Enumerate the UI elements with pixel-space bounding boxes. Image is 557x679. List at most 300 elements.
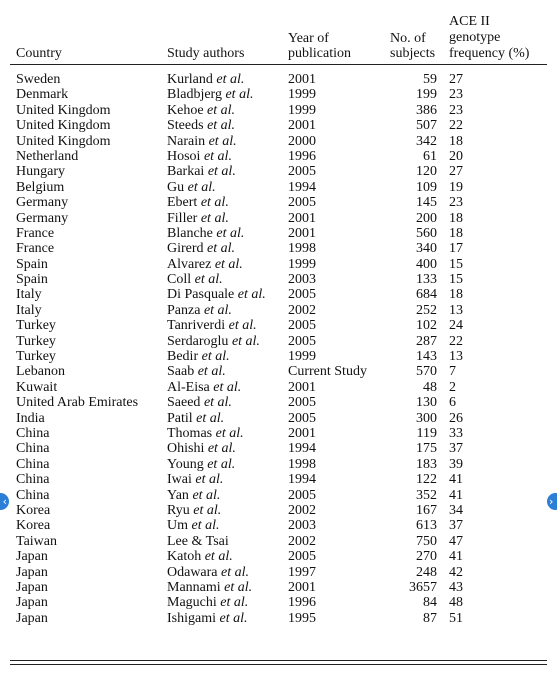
table-row <box>0 272 557 287</box>
author-name: Coll <box>167 272 192 288</box>
cell-subjects: 560 <box>416 225 437 241</box>
cell-year: 2003 <box>288 272 316 288</box>
cell-subjects: 84 <box>423 595 437 611</box>
cell-country: Netherland <box>16 148 79 164</box>
cell-subjects: 61 <box>423 148 437 164</box>
cell-subjects: 507 <box>416 118 437 134</box>
cell-study-authors <box>167 134 237 149</box>
cell-ace-frequency: 42 <box>449 564 463 580</box>
cell-ace-frequency: 39 <box>449 456 463 472</box>
cell-study-authors <box>167 87 253 102</box>
cell-subjects: 102 <box>416 318 437 334</box>
et-al: et al. <box>192 410 225 426</box>
cell-year: 2005 <box>288 549 316 565</box>
cell-study-authors <box>167 195 229 210</box>
et-al: et al. <box>212 225 245 241</box>
table-row <box>0 241 557 256</box>
table-row <box>0 364 557 379</box>
cell-country: Turkey <box>16 349 56 365</box>
author-name: Blanche <box>167 225 213 241</box>
cell-ace-frequency: 48 <box>449 595 463 611</box>
et-al: et al. <box>200 395 232 411</box>
author-name: Ryu <box>167 502 190 518</box>
author-name: Girerd <box>167 241 204 257</box>
cell-study-authors <box>167 441 236 456</box>
author-name: Katoh <box>167 549 202 565</box>
cell-subjects: 340 <box>416 241 437 257</box>
et-al: et al. <box>188 487 221 503</box>
cell-year: 1999 <box>288 349 316 365</box>
cell-ace-frequency: 27 <box>449 72 463 87</box>
table-row <box>0 318 557 333</box>
cell-country: United Kingdom <box>16 118 111 134</box>
et-al: et al. <box>200 302 232 318</box>
et-al: et al. <box>184 179 216 195</box>
cell-ace-frequency: 47 <box>449 533 463 549</box>
cell-ace-frequency: 18 <box>449 133 463 149</box>
table-row <box>0 164 557 179</box>
cell-ace-frequency: 23 <box>449 195 463 211</box>
cell-study-authors <box>167 364 226 379</box>
et-al: et al. <box>216 595 249 611</box>
cell-country: Korea <box>16 518 51 534</box>
author-name: Kurland <box>167 72 213 87</box>
cell-study-authors <box>167 164 236 179</box>
cell-country: China <box>16 456 50 472</box>
author-name: Ishigami <box>167 610 216 626</box>
et-al: et al. <box>198 349 230 365</box>
cell-country: Sweden <box>16 72 61 87</box>
cell-study-authors <box>167 303 232 318</box>
table-row <box>0 87 557 102</box>
cell-country: Denmark <box>16 87 69 103</box>
table-row <box>0 118 557 133</box>
cell-study-authors <box>167 411 224 426</box>
author-name: Odawara <box>167 564 218 580</box>
cell-country: Kuwait <box>16 379 58 395</box>
cell-ace-frequency: 18 <box>449 210 463 226</box>
table-row <box>0 488 557 503</box>
table-row <box>0 180 557 195</box>
et-al: et al. <box>225 318 257 334</box>
table-row <box>0 149 557 164</box>
et-al: et al. <box>216 610 248 626</box>
table-row <box>0 334 557 349</box>
previous-page-button[interactable]: ‹ <box>0 493 9 510</box>
cell-ace-frequency: 51 <box>449 610 463 626</box>
cell-ace-frequency: 19 <box>449 179 463 195</box>
cell-subjects: 750 <box>416 533 437 549</box>
cell-country: Japan <box>16 549 48 565</box>
cell-ace-frequency: 23 <box>449 87 463 103</box>
table-row <box>0 441 557 456</box>
cell-study-authors <box>167 426 244 441</box>
cell-year: 2002 <box>288 302 316 318</box>
author-name: Lee & Tsai <box>167 533 229 549</box>
cell-ace-frequency: 37 <box>449 441 463 457</box>
cell-study-authors <box>167 395 232 410</box>
cell-subjects: 300 <box>416 410 437 426</box>
cell-country: France <box>16 241 55 257</box>
cell-subjects: 119 <box>416 425 437 441</box>
table-row <box>0 549 557 564</box>
author-name: Alvarez <box>167 256 212 272</box>
cell-year: 2005 <box>288 287 316 303</box>
table-row <box>0 195 557 210</box>
author-name: Di Pasquale <box>167 287 235 303</box>
cell-country: Lebanon <box>16 364 65 380</box>
cell-country: France <box>16 225 55 241</box>
author-name: Panza <box>167 302 201 318</box>
header-rule <box>10 64 547 65</box>
cell-subjects: 270 <box>416 549 437 565</box>
cell-subjects: 109 <box>416 179 437 195</box>
header-year-line1: Year of <box>288 31 329 46</box>
author-name: Saeed <box>167 395 201 411</box>
cell-subjects: 252 <box>416 302 437 318</box>
cell-study-authors <box>167 595 248 610</box>
header-subjects-line2: subjects <box>390 46 436 61</box>
author-name: Maguchi <box>167 595 217 611</box>
table-row <box>0 426 557 441</box>
author-name: Narain <box>167 133 206 149</box>
et-al: et al. <box>220 579 253 595</box>
cell-subjects: 684 <box>416 287 437 303</box>
cell-subjects: 3657 <box>409 579 437 595</box>
table-bottom-rule-double <box>10 664 547 665</box>
cell-year: 2005 <box>288 395 316 411</box>
cell-subjects: 175 <box>416 441 437 457</box>
cell-ace-frequency: 18 <box>449 287 463 303</box>
cell-ace-frequency: 18 <box>449 225 463 241</box>
cell-country: United Kingdom <box>16 102 111 118</box>
cell-subjects: 145 <box>416 195 437 211</box>
cell-ace-frequency: 13 <box>449 302 463 318</box>
et-al: et al. <box>200 148 232 164</box>
cell-subjects: 143 <box>416 349 437 365</box>
cell-ace-frequency: 15 <box>449 256 463 272</box>
cell-subjects: 120 <box>416 164 437 180</box>
cell-country: Hungary <box>16 164 65 180</box>
cell-ace-frequency: 33 <box>449 425 463 441</box>
table-row <box>0 395 557 410</box>
cell-ace-frequency: 2 <box>449 379 456 395</box>
cell-ace-frequency: 37 <box>449 518 463 534</box>
cell-study-authors <box>167 488 220 503</box>
cell-subjects: 613 <box>416 518 437 534</box>
table-row <box>0 518 557 533</box>
cell-year: 1994 <box>288 179 316 195</box>
cell-country: Turkey <box>16 318 56 334</box>
cell-country: Japan <box>16 564 48 580</box>
cell-study-authors <box>167 503 221 518</box>
author-name: Mannami <box>167 579 221 595</box>
cell-ace-frequency: 22 <box>449 118 463 134</box>
cell-study-authors <box>167 334 260 349</box>
table-row <box>0 303 557 318</box>
table-row <box>0 103 557 118</box>
cell-country: Japan <box>16 579 48 595</box>
et-al: et al. <box>204 441 236 457</box>
cell-country: United Kingdom <box>16 133 111 149</box>
cell-study-authors <box>167 580 252 595</box>
et-al: et al. <box>209 379 242 395</box>
cell-ace-frequency: 20 <box>449 148 463 164</box>
cell-subjects: 133 <box>416 272 437 288</box>
cell-study-authors <box>167 349 230 364</box>
cell-year: 2005 <box>288 318 316 334</box>
cell-year: 2002 <box>288 533 316 549</box>
cell-year: 2001 <box>288 225 316 241</box>
et-al: et al. <box>194 364 226 380</box>
table-row <box>0 503 557 518</box>
cell-study-authors <box>167 318 257 333</box>
cell-study-authors <box>167 257 243 272</box>
cell-year: 1999 <box>288 102 316 118</box>
cell-ace-frequency: 6 <box>449 395 456 411</box>
cell-year: 2001 <box>288 210 316 226</box>
header-study-authors: Study authors <box>167 46 245 61</box>
author-name: Saab <box>167 364 195 380</box>
cell-country: Germany <box>16 195 69 211</box>
cell-year: 1998 <box>288 456 316 472</box>
cell-ace-frequency: 27 <box>449 164 463 180</box>
et-al: et al. <box>197 210 229 226</box>
author-name: Young <box>167 456 204 472</box>
cell-study-authors <box>167 380 241 395</box>
cell-study-authors <box>167 518 220 533</box>
cell-year: 2005 <box>288 410 316 426</box>
table-row <box>0 72 557 87</box>
table-bottom-rule <box>10 660 547 661</box>
cell-ace-frequency: 41 <box>449 549 463 565</box>
cell-year: 1994 <box>288 472 316 488</box>
cell-year: 1997 <box>288 564 316 580</box>
header-country: Country <box>16 46 62 61</box>
table-row <box>0 287 557 302</box>
cell-ace-frequency: 13 <box>449 349 463 365</box>
cell-country: United Arab Emirates <box>16 395 139 411</box>
cell-year: 2001 <box>288 118 316 134</box>
author-name: Um <box>167 518 188 534</box>
cell-subjects: 248 <box>416 564 437 580</box>
cell-country: Spain <box>16 256 48 272</box>
table-row <box>0 134 557 149</box>
cell-study-authors <box>167 226 244 241</box>
author-name: Filler <box>167 210 198 226</box>
cell-study-authors <box>167 149 232 164</box>
cell-year: 2005 <box>288 487 316 503</box>
cell-ace-frequency: 24 <box>449 318 463 334</box>
cell-subjects: 122 <box>416 472 437 488</box>
cell-subjects: 352 <box>416 487 437 503</box>
cell-year: 1999 <box>288 87 316 103</box>
table-row <box>0 411 557 426</box>
cell-country: Korea <box>16 502 51 518</box>
header-ace-line2: genotype <box>449 30 501 45</box>
table-row <box>0 580 557 595</box>
author-name: Gu <box>167 179 185 195</box>
cell-ace-frequency: 15 <box>449 272 463 288</box>
et-al: et al. <box>204 164 236 180</box>
et-al: et al. <box>234 287 266 303</box>
cell-year: 2001 <box>288 579 316 595</box>
cell-study-authors <box>167 211 229 226</box>
author-name: Barkai <box>167 164 205 180</box>
author-name: Kehoe <box>167 102 204 118</box>
cell-ace-frequency: 22 <box>449 333 463 349</box>
cell-subjects: 386 <box>416 102 437 118</box>
cell-subjects: 400 <box>416 256 437 272</box>
cell-subjects: 570 <box>416 364 437 380</box>
cell-country: Turkey <box>16 333 56 349</box>
header-year-line2: publication <box>288 46 351 61</box>
cell-country: Italy <box>16 287 42 303</box>
author-name: Tanriverdi <box>167 318 226 334</box>
table-row <box>0 611 557 626</box>
et-al: et al. <box>189 502 222 518</box>
cell-year: 1994 <box>288 441 316 457</box>
cell-year: 2005 <box>288 195 316 211</box>
header-subjects-line1: No. of <box>390 31 426 46</box>
cell-ace-frequency: 34 <box>449 502 463 518</box>
cell-study-authors <box>167 565 249 580</box>
header-ace-line1: ACE II <box>449 14 490 29</box>
table-row <box>0 565 557 580</box>
cell-country: Taiwan <box>16 533 58 549</box>
author-name: Bladbjerg <box>167 87 222 103</box>
cell-year: 1996 <box>288 148 316 164</box>
cell-study-authors <box>167 611 248 626</box>
table-row <box>0 457 557 472</box>
et-al: et al. <box>197 195 229 211</box>
cell-ace-frequency: 43 <box>449 579 463 595</box>
author-name: Thomas <box>167 425 213 441</box>
cell-study-authors <box>167 472 223 487</box>
table-row <box>0 472 557 487</box>
cell-year: 1999 <box>288 256 316 272</box>
cell-country: Japan <box>16 610 48 626</box>
cell-country: Spain <box>16 272 48 288</box>
et-al: et al. <box>221 87 254 103</box>
cell-study-authors <box>167 457 235 472</box>
et-al: et al. <box>205 133 237 149</box>
et-al: et al. <box>211 256 243 272</box>
cell-study-authors <box>167 241 235 256</box>
et-al: et al. <box>212 425 244 441</box>
et-al: et al. <box>201 549 233 565</box>
header-ace-line3: frequency (%) <box>449 46 530 61</box>
cell-study-authors <box>167 72 244 87</box>
author-name: Ohishi <box>167 441 205 457</box>
cell-year: 2000 <box>288 133 316 149</box>
cell-subjects: 59 <box>423 72 437 87</box>
author-name: Al-Eisa <box>167 379 210 395</box>
et-al: et al. <box>191 272 223 288</box>
cell-year: 2001 <box>288 72 316 87</box>
cell-year: 1995 <box>288 610 316 626</box>
cell-subjects: 199 <box>416 87 437 103</box>
cell-country: India <box>16 410 45 426</box>
cell-study-authors <box>167 534 229 549</box>
cell-subjects: 87 <box>423 610 437 626</box>
et-al: et al. <box>188 518 220 534</box>
cell-subjects: 48 <box>423 379 437 395</box>
cell-ace-frequency: 26 <box>449 410 463 426</box>
cell-year: 1996 <box>288 595 316 611</box>
cell-year: 1998 <box>288 241 316 257</box>
table-row <box>0 349 557 364</box>
cell-country: China <box>16 441 50 457</box>
cell-subjects: 200 <box>416 210 437 226</box>
et-al: et al. <box>203 102 236 118</box>
cell-study-authors <box>167 103 235 118</box>
cell-ace-frequency: 41 <box>449 487 463 503</box>
cell-country: China <box>16 487 50 503</box>
et-al: et al. <box>203 456 236 472</box>
cell-country: Belgium <box>16 179 65 195</box>
cell-ace-frequency: 41 <box>449 472 463 488</box>
next-page-button[interactable]: › <box>547 493 557 510</box>
author-name: Yan <box>167 487 189 503</box>
author-name: Iwai <box>167 472 192 488</box>
author-name: Serdaroglu <box>167 333 229 349</box>
table-row <box>0 380 557 395</box>
cell-country: China <box>16 425 50 441</box>
cell-subjects: 130 <box>416 395 437 411</box>
table-row <box>0 257 557 272</box>
cell-study-authors <box>167 272 223 287</box>
cell-ace-frequency: 23 <box>449 102 463 118</box>
table-body <box>0 72 557 626</box>
table-row <box>0 534 557 549</box>
cell-study-authors <box>167 118 235 133</box>
cell-subjects: 183 <box>416 456 437 472</box>
cell-country: China <box>16 472 50 488</box>
author-name: Ebert <box>167 195 198 211</box>
et-al: et al. <box>203 241 236 257</box>
et-al: et al. <box>212 72 245 87</box>
author-name: Patil <box>167 410 193 426</box>
table-row <box>0 226 557 241</box>
et-al: et al. <box>191 472 224 488</box>
cell-year: 2001 <box>288 379 316 395</box>
cell-subjects: 342 <box>416 133 437 149</box>
et-al: et al. <box>217 564 250 580</box>
cell-study-authors <box>167 549 233 564</box>
cell-ace-frequency: 7 <box>449 364 456 380</box>
cell-country: Italy <box>16 302 42 318</box>
cell-year: Current Study <box>288 364 367 380</box>
et-al: et al. <box>228 333 260 349</box>
cell-year: 2002 <box>288 502 316 518</box>
author-name: Steeds <box>167 118 204 134</box>
cell-year: 2001 <box>288 425 316 441</box>
table-row <box>0 211 557 226</box>
cell-country: Germany <box>16 210 69 226</box>
cell-country: Japan <box>16 595 48 611</box>
cell-study-authors <box>167 180 216 195</box>
cell-subjects: 167 <box>416 502 437 518</box>
cell-year: 2005 <box>288 333 316 349</box>
cell-ace-frequency: 17 <box>449 241 463 257</box>
table-row <box>0 595 557 610</box>
author-name: Bedir <box>167 349 199 365</box>
cell-subjects: 287 <box>416 333 437 349</box>
et-al: et al. <box>203 118 236 134</box>
cell-year: 2003 <box>288 518 316 534</box>
author-name: Hosoi <box>167 148 201 164</box>
